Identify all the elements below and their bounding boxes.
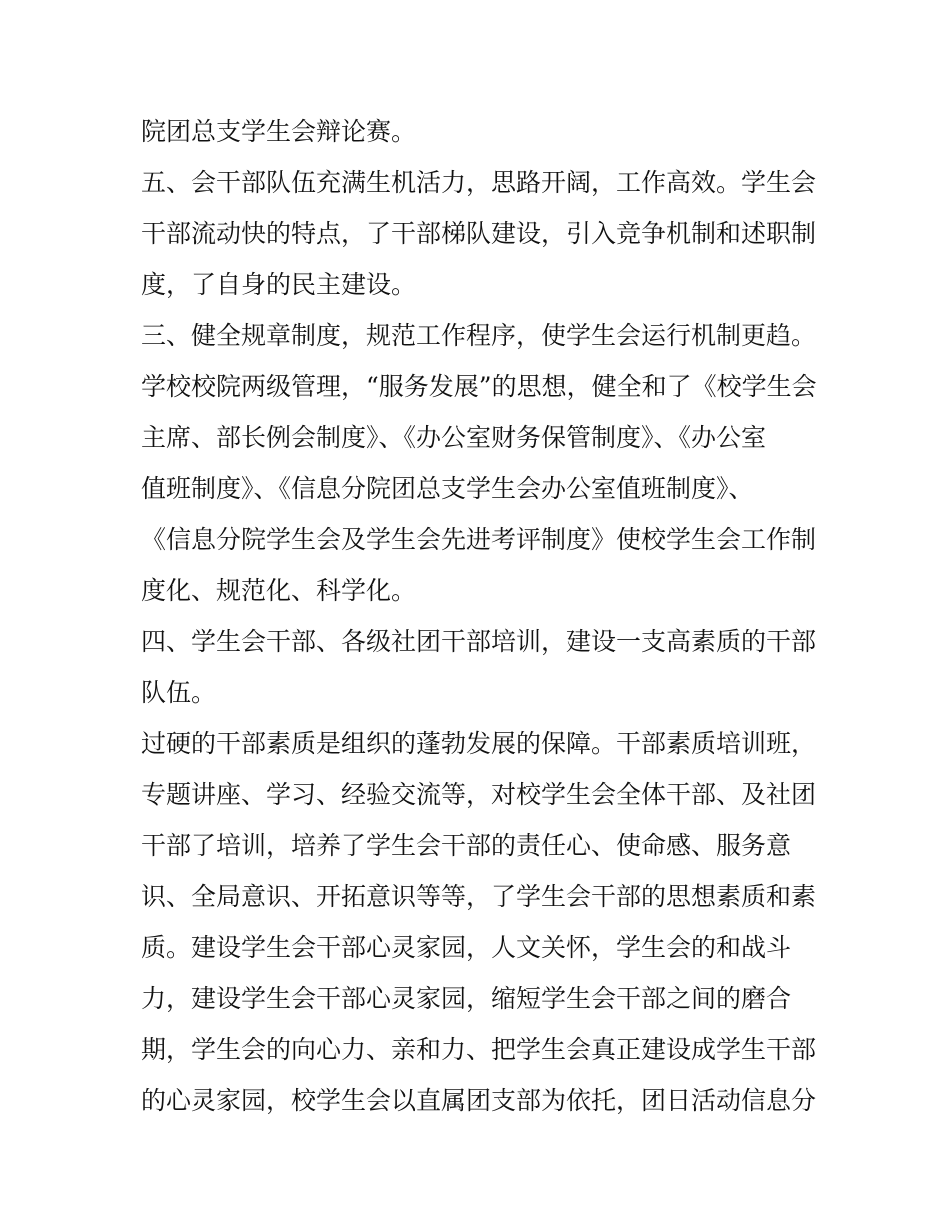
text-line: 队伍。 (141, 678, 217, 707)
text-line: 专题讲座、学习、经验交流等，对校学生会全体干部、及社团 (141, 780, 817, 809)
text-line: 质。建设学生会干部心灵家园，人文关怀，学生会的和战斗 (141, 933, 792, 962)
text-line: 院团总支学生会辩论赛。 (141, 117, 417, 146)
text-line: 四、学生会干部、各级社团干部培训，建设一支高素质的干部 (141, 627, 817, 656)
text-line: 期，学生会的向心力、亲和力、把学生会真正建设成学生干部 (141, 1035, 817, 1064)
text-line: 值班制度》、《信息分院团总支学生会办公室值班制度》、 (141, 474, 754, 503)
text-line: 度，了自身的民主建设。 (141, 270, 417, 299)
text-line: 力，建设学生会干部心灵家园，缩短学生会干部之间的磨合 (141, 984, 792, 1013)
text-line: 主席、部长例会制度》、《办公室财务保管制度》、《办公室 (141, 423, 767, 452)
text-line: 识、全局意识、开拓意识等等，了学生会干部的思想素质和素 (141, 882, 817, 911)
text-line: 三、健全规章制度，规范工作程序，使学生会运行机制更趋。 (141, 321, 817, 350)
text-line: 《信息分院学生会及学生会先进考评制度》使校学生会工作制 (141, 525, 817, 554)
text-line: 度化、规范化、科学化。 (141, 576, 417, 605)
document-body (141, 106, 821, 1126)
text-line: 过硬的干部素质是组织的蓬勃发展的保障。干部素质培训班， (141, 729, 817, 758)
text-line: 五、会干部队伍充满生机活力，思路开阔，工作高效。学生会 (141, 168, 817, 197)
text-line: 的心灵家园，校学生会以直属团支部为依托，团日活动信息分 (141, 1086, 817, 1115)
text-line: 干部了培训，培养了学生会干部的责任心、使命感、服务意 (141, 831, 792, 860)
text-line: 学校校院两级管理，“服务发展”的思想，健全和了《校学生会 (141, 372, 817, 401)
text-line: 干部流动快的特点，了干部梯队建设，引入竞争机制和述职制 (141, 219, 817, 248)
